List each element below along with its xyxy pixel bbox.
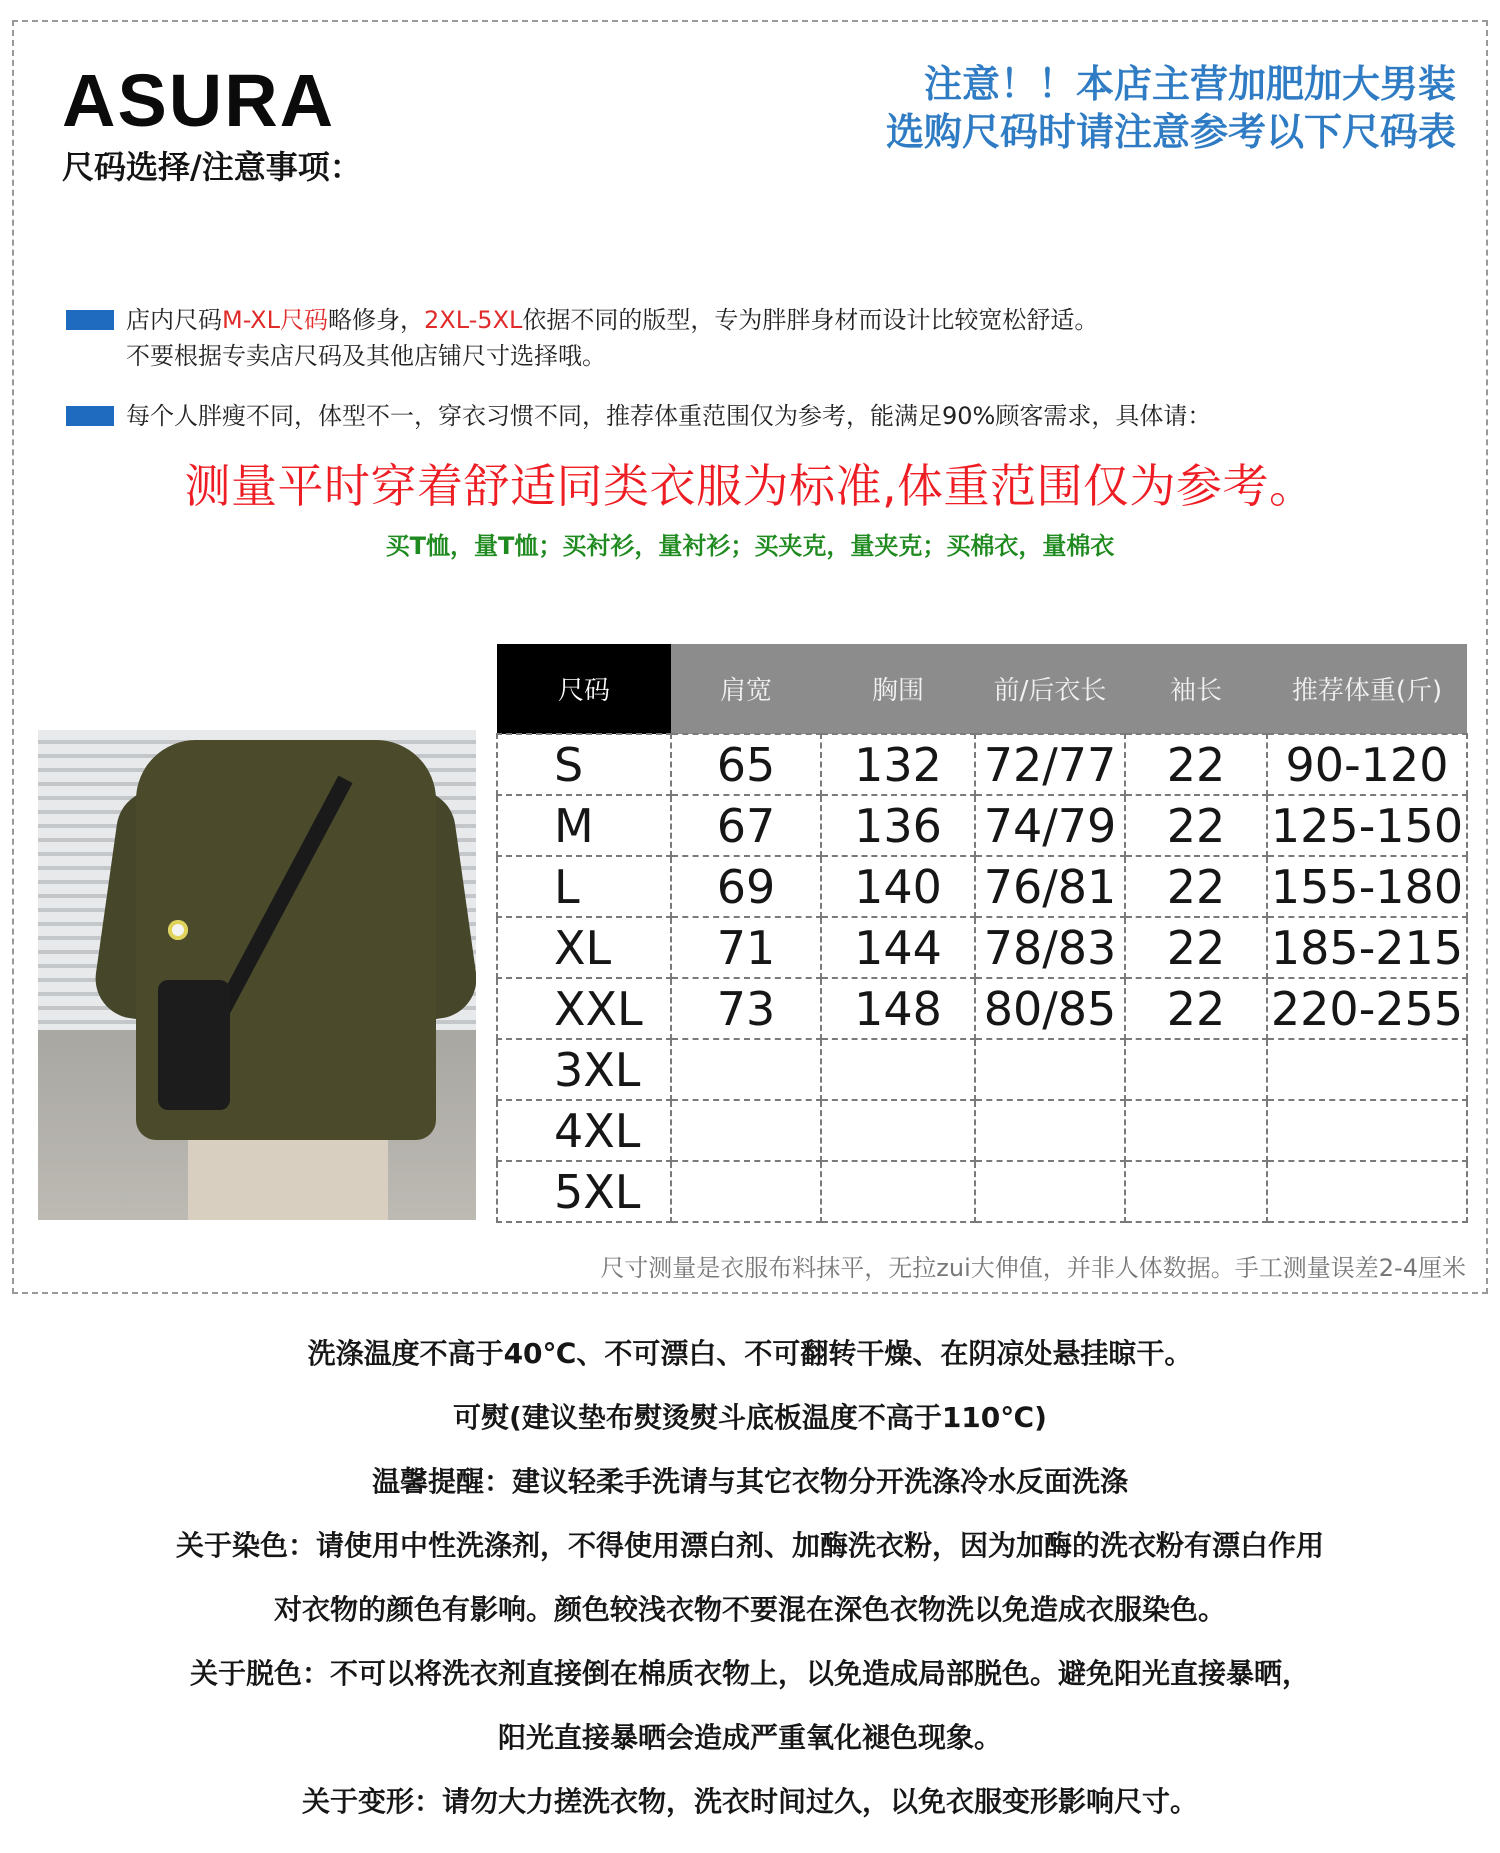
care-line: 温馨提醒：建议轻柔手洗请与其它衣物分开洗涤冷水反面洗涤 bbox=[371, 1465, 1128, 1498]
cell-weight: 155-180 bbox=[1267, 856, 1467, 917]
cell-chest bbox=[821, 1161, 975, 1222]
cell-length bbox=[975, 1039, 1125, 1100]
note-warning: 不要根据专卖店尺码及其他店铺尺寸选择哦。 bbox=[126, 342, 606, 370]
care-line: 可熨(建议垫布熨烫熨斗底板温度不高于110℃) bbox=[453, 1401, 1047, 1434]
table-row bbox=[497, 917, 1467, 978]
cell-size: 5XL bbox=[497, 1161, 671, 1222]
cell-chest: 144 bbox=[821, 917, 975, 978]
note-weight: 每个人胖瘦不同，体型不一，穿衣习惯不同，推荐体重范围仅为参考，能满足90%顾客需求，具体请： bbox=[126, 402, 1212, 430]
cell-weight: 220-255 bbox=[1267, 978, 1467, 1039]
header-shoulder: 肩宽 bbox=[671, 644, 821, 734]
table-row bbox=[497, 1039, 1467, 1100]
cell-weight bbox=[1267, 1100, 1467, 1161]
header-chest: 胸围 bbox=[821, 644, 975, 734]
note-fit bbox=[126, 302, 1098, 338]
cell-size: 4XL bbox=[497, 1100, 671, 1161]
cell-length: 78/83 bbox=[975, 917, 1125, 978]
care-line: 关于脱色：不可以将洗衣剂直接倒在棉质衣物上，以免造成局部脱色。避免阳光直接暴晒， bbox=[189, 1657, 1310, 1690]
bullet-marker bbox=[66, 406, 114, 426]
cell-chest: 132 bbox=[821, 734, 975, 795]
cell-size: L bbox=[497, 856, 671, 917]
cell-weight bbox=[1267, 1039, 1467, 1100]
bullet-marker bbox=[66, 310, 114, 330]
table-row bbox=[497, 856, 1467, 917]
notice-line-2: 选购尺码时请注意参考以下尺码表 bbox=[885, 110, 1456, 154]
cell-shoulder bbox=[671, 1161, 821, 1222]
cell-weight: 125-150 bbox=[1267, 795, 1467, 856]
cell-length: 72/77 bbox=[975, 734, 1125, 795]
cell-weight: 185-215 bbox=[1267, 917, 1467, 978]
size-chart-table bbox=[496, 644, 1468, 1223]
care-line: 对衣物的颜色有影响。颜色较浅衣物不要混在深色衣物洗以免造成衣服染色。 bbox=[273, 1593, 1226, 1626]
cell-sleeve: 22 bbox=[1125, 978, 1267, 1039]
cell-size: XXL bbox=[497, 978, 671, 1039]
cell-shoulder bbox=[671, 1039, 821, 1100]
care-line: 关于变形：请勿大力搓洗衣物，洗衣时间过久，以免衣服变形影响尺寸。 bbox=[301, 1785, 1198, 1818]
cell-sleeve bbox=[1125, 1100, 1267, 1161]
cell-sleeve bbox=[1125, 1039, 1267, 1100]
cell-length bbox=[975, 1161, 1125, 1222]
header-length: 前/后衣长 bbox=[975, 644, 1125, 734]
note-text: 依据不同的版型，专为胖胖身材而设计比较宽松舒适。 bbox=[522, 306, 1099, 334]
product-photo bbox=[38, 730, 476, 1220]
cell-weight bbox=[1267, 1161, 1467, 1222]
cell-chest bbox=[821, 1039, 975, 1100]
care-line: 洗涤温度不高于40℃、不可漂白、不可翻转干燥、在阴凉处悬挂晾干。 bbox=[307, 1337, 1193, 1370]
cell-size: M bbox=[497, 795, 671, 856]
cell-chest bbox=[821, 1100, 975, 1161]
measure-instruction: 测量平时穿着舒适同类衣服为标准,体重范围仅为参考。 bbox=[184, 459, 1316, 513]
cell-sleeve: 22 bbox=[1125, 917, 1267, 978]
cell-shoulder: 65 bbox=[671, 734, 821, 795]
table-header-row bbox=[497, 644, 1467, 734]
table-row bbox=[497, 1100, 1467, 1161]
brand-logo: ASURA bbox=[62, 59, 336, 142]
header-sleeve: 袖长 bbox=[1125, 644, 1267, 734]
cell-sleeve: 22 bbox=[1125, 856, 1267, 917]
cell-sleeve: 22 bbox=[1125, 795, 1267, 856]
table-row bbox=[497, 795, 1467, 856]
note-text: 略修身， bbox=[327, 306, 424, 334]
cell-length: 74/79 bbox=[975, 795, 1125, 856]
care-line: 阳光直接暴晒会造成严重氧化褪色现象。 bbox=[497, 1721, 1002, 1754]
cell-shoulder: 69 bbox=[671, 856, 821, 917]
measurement-footnote: 尺寸测量是衣服布料抹平，无拉zui大伸值，并非人体数据。手工测量误差2-4厘米 bbox=[600, 1254, 1466, 1282]
cell-chest: 148 bbox=[821, 978, 975, 1039]
notice-banner bbox=[736, 60, 1456, 156]
cell-shoulder bbox=[671, 1100, 821, 1161]
cell-shoulder: 67 bbox=[671, 795, 821, 856]
cell-shoulder: 71 bbox=[671, 917, 821, 978]
cell-chest: 140 bbox=[821, 856, 975, 917]
table-row bbox=[497, 978, 1467, 1039]
cell-length: 76/81 bbox=[975, 856, 1125, 917]
cell-length bbox=[975, 1100, 1125, 1161]
cell-size: XL bbox=[497, 917, 671, 978]
care-line: 关于染色：请使用中性洗涤剂，不得使用漂白剂、加酶洗衣粉，因为加酶的洗衣粉有漂白作用 bbox=[175, 1529, 1324, 1562]
cell-chest: 136 bbox=[821, 795, 975, 856]
note-highlight: 2XL-5XL bbox=[423, 306, 523, 334]
cell-length: 80/85 bbox=[975, 978, 1125, 1039]
note-highlight: M-XL尺码 bbox=[222, 306, 328, 334]
notice-line-1: 注意！！本店主营加肥加大男装 bbox=[923, 62, 1456, 106]
cell-weight: 90-120 bbox=[1267, 734, 1467, 795]
page-subtitle: 尺码选择/注意事项： bbox=[62, 148, 362, 186]
note-text: 店内尺码 bbox=[126, 306, 222, 334]
cell-size: 3XL bbox=[497, 1039, 671, 1100]
table-row bbox=[497, 734, 1467, 795]
cell-size: S bbox=[497, 734, 671, 795]
cell-sleeve bbox=[1125, 1161, 1267, 1222]
cell-shoulder: 73 bbox=[671, 978, 821, 1039]
measure-rule: 买T恤，量T恤；买衬衫，量衬衫；买夹克，量夹克；买棉衣，量棉衣 bbox=[385, 532, 1115, 560]
table-row bbox=[497, 1161, 1467, 1222]
header-size: 尺码 bbox=[497, 644, 671, 734]
header-weight: 推荐体重(斤) bbox=[1267, 644, 1467, 734]
cell-sleeve: 22 bbox=[1125, 734, 1267, 795]
